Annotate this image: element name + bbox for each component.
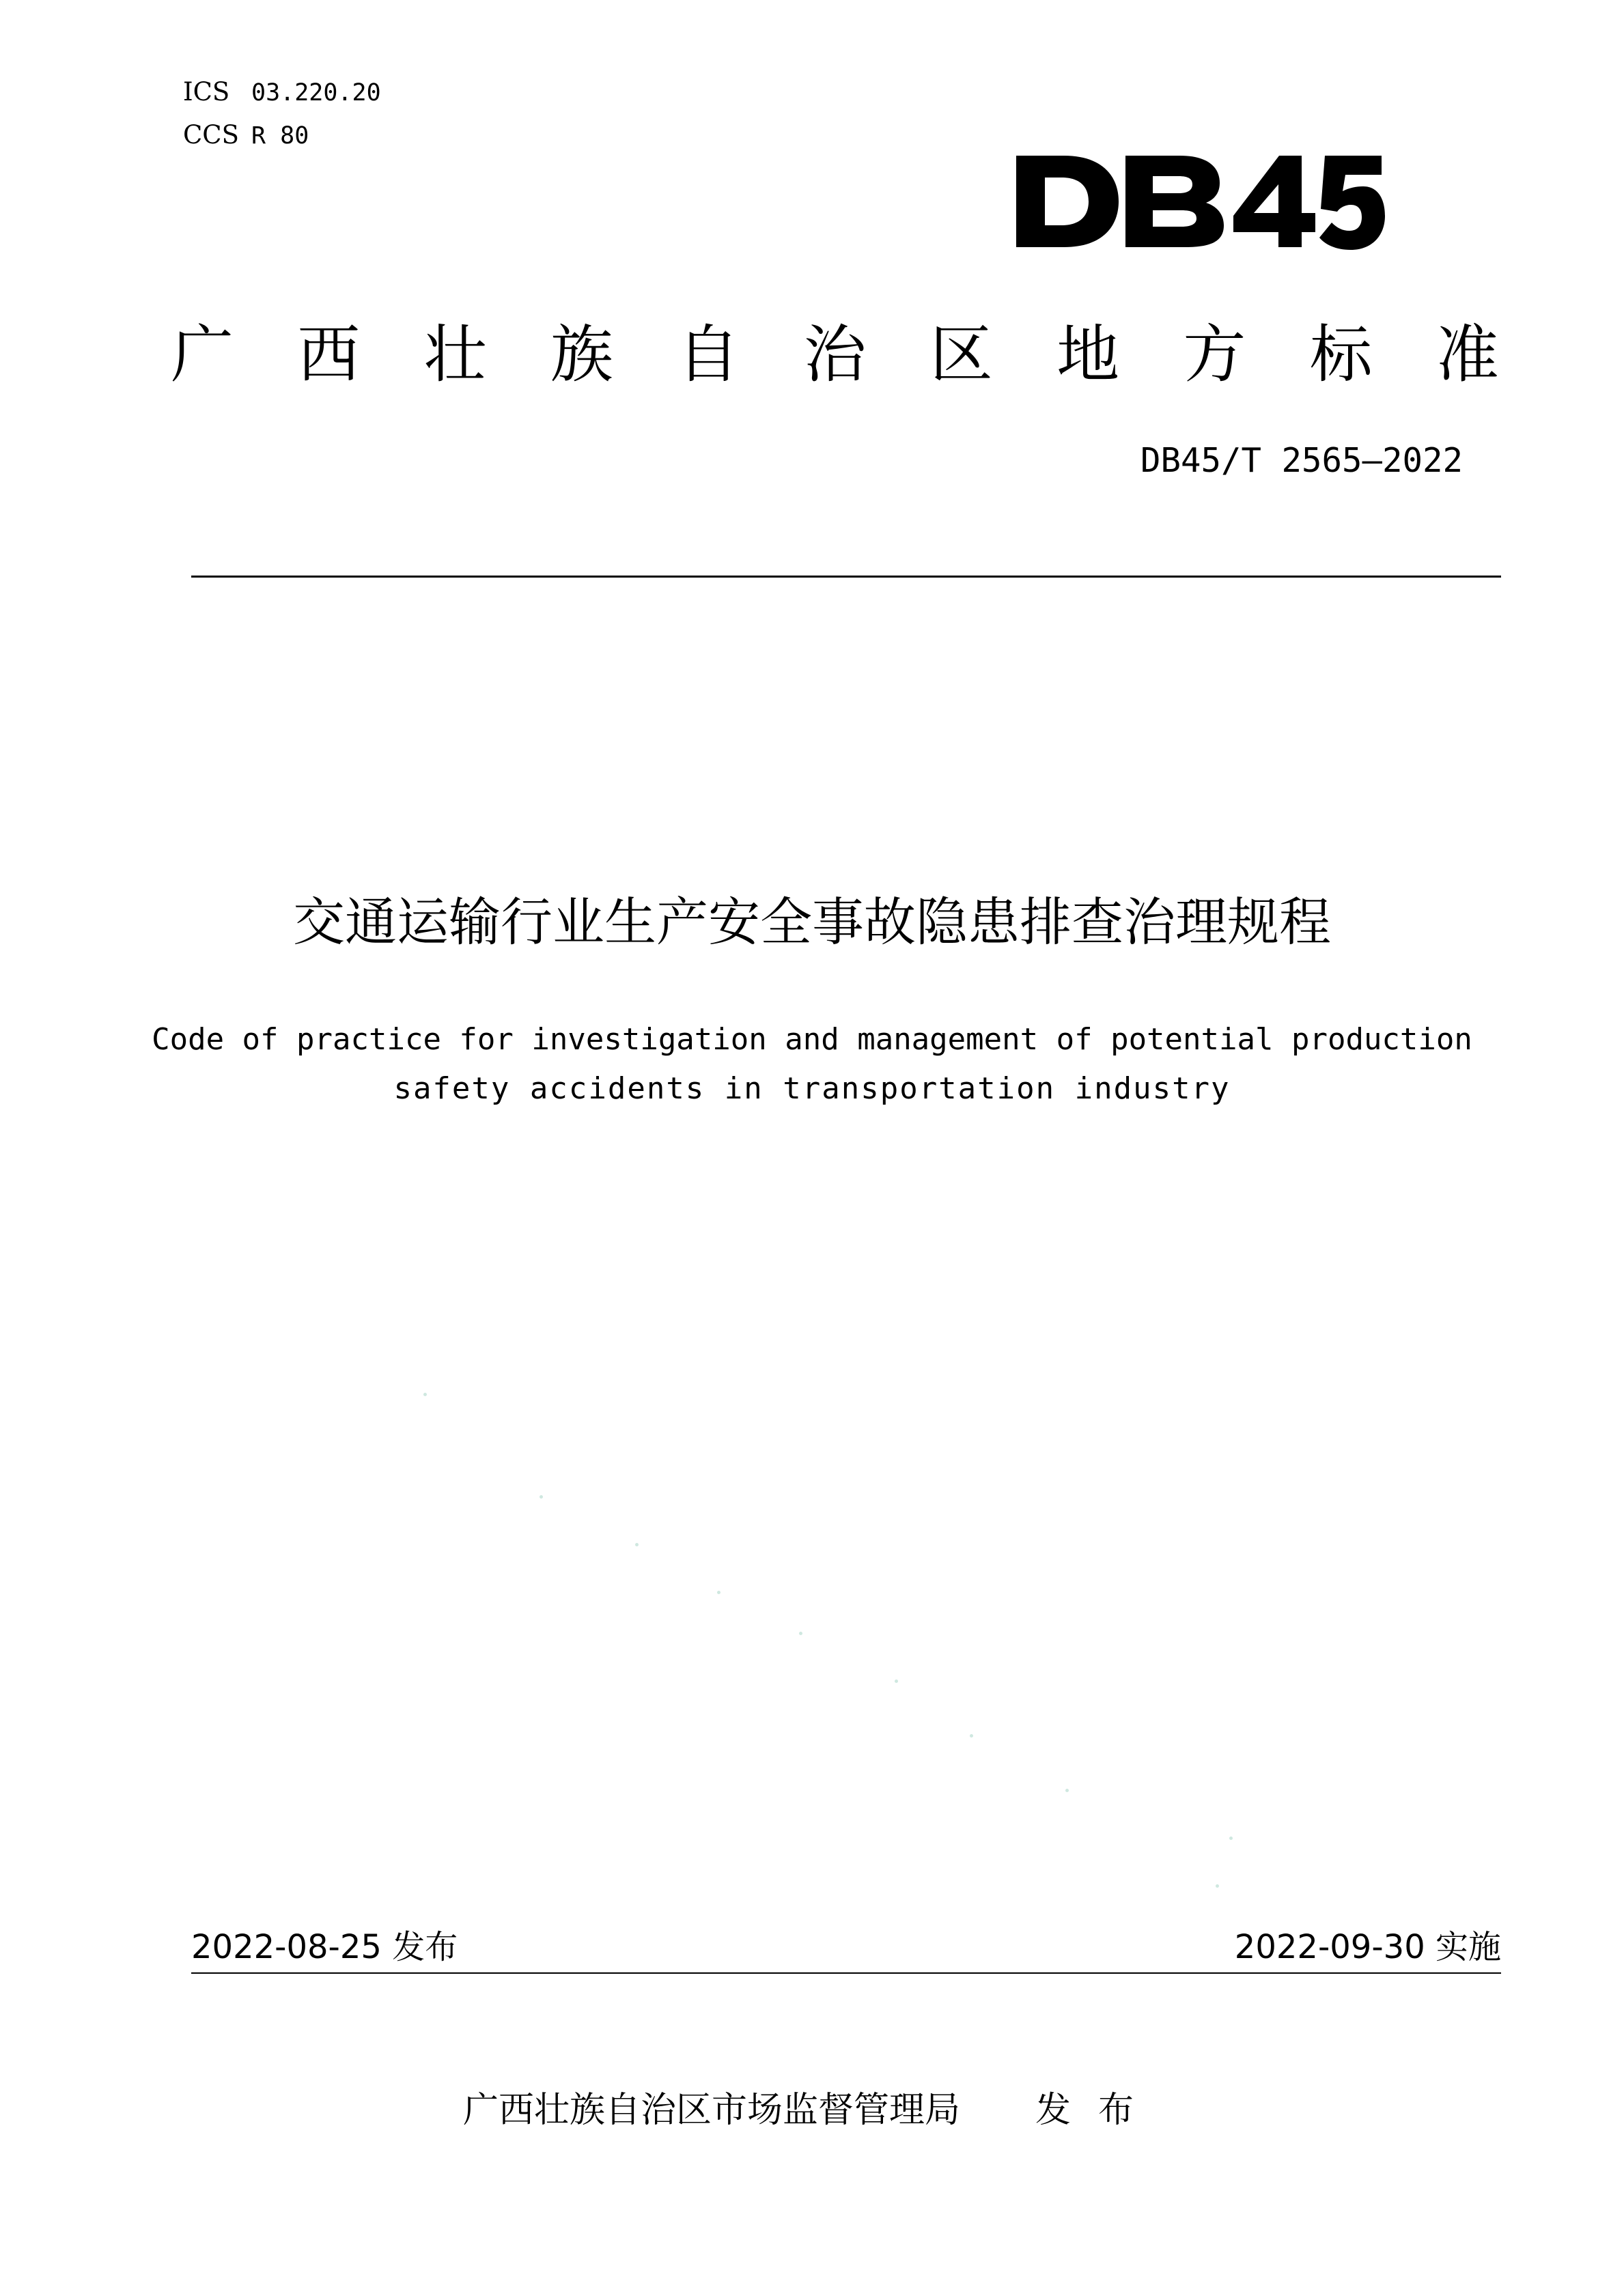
ics-label: ICS <box>183 77 230 107</box>
ics-value: 03.220.20 <box>251 79 381 107</box>
standard-category <box>171 311 1499 399</box>
category-char: 广 <box>171 318 234 391</box>
category-char: 地 <box>1056 318 1120 391</box>
ics-code <box>183 76 381 109</box>
title-english-line-2: safety accidents in transportation industry <box>393 1071 1231 1106</box>
category-char: 治 <box>803 318 867 391</box>
title-chinese: 交通运输行业生产安全事故隐患排查治理规程 <box>293 892 1331 952</box>
category-char: 壮 <box>423 318 487 391</box>
implement-date: 2022-09-30 实施 <box>1234 1928 1501 1966</box>
publisher-action: 发布 <box>1035 2090 1162 2131</box>
ccs-value: R 80 <box>251 122 309 150</box>
title-english-line-1: Code of practice for investigation and management of potential production <box>152 1022 1472 1057</box>
issue-date: 2022-08-25 发布 <box>191 1928 458 1966</box>
top-divider <box>191 576 1501 578</box>
ccs-label: CCS <box>183 120 239 150</box>
bottom-divider <box>191 1972 1501 1974</box>
category-char: 自 <box>677 318 740 391</box>
publisher <box>0 2088 1624 2133</box>
category-char: 族 <box>550 318 613 391</box>
category-char: 区 <box>929 318 993 391</box>
ccs-code <box>183 119 309 152</box>
category-char: 西 <box>297 318 361 391</box>
category-char: 标 <box>1309 318 1373 391</box>
category-char: 方 <box>1183 318 1246 391</box>
db45-logo <box>1016 150 1385 253</box>
standard-number: DB45/T 2565—2022 <box>1140 441 1463 480</box>
publisher-name: 广西壮族自治区市场监督管理局 <box>462 2090 960 2131</box>
category-char: 准 <box>1436 318 1499 391</box>
